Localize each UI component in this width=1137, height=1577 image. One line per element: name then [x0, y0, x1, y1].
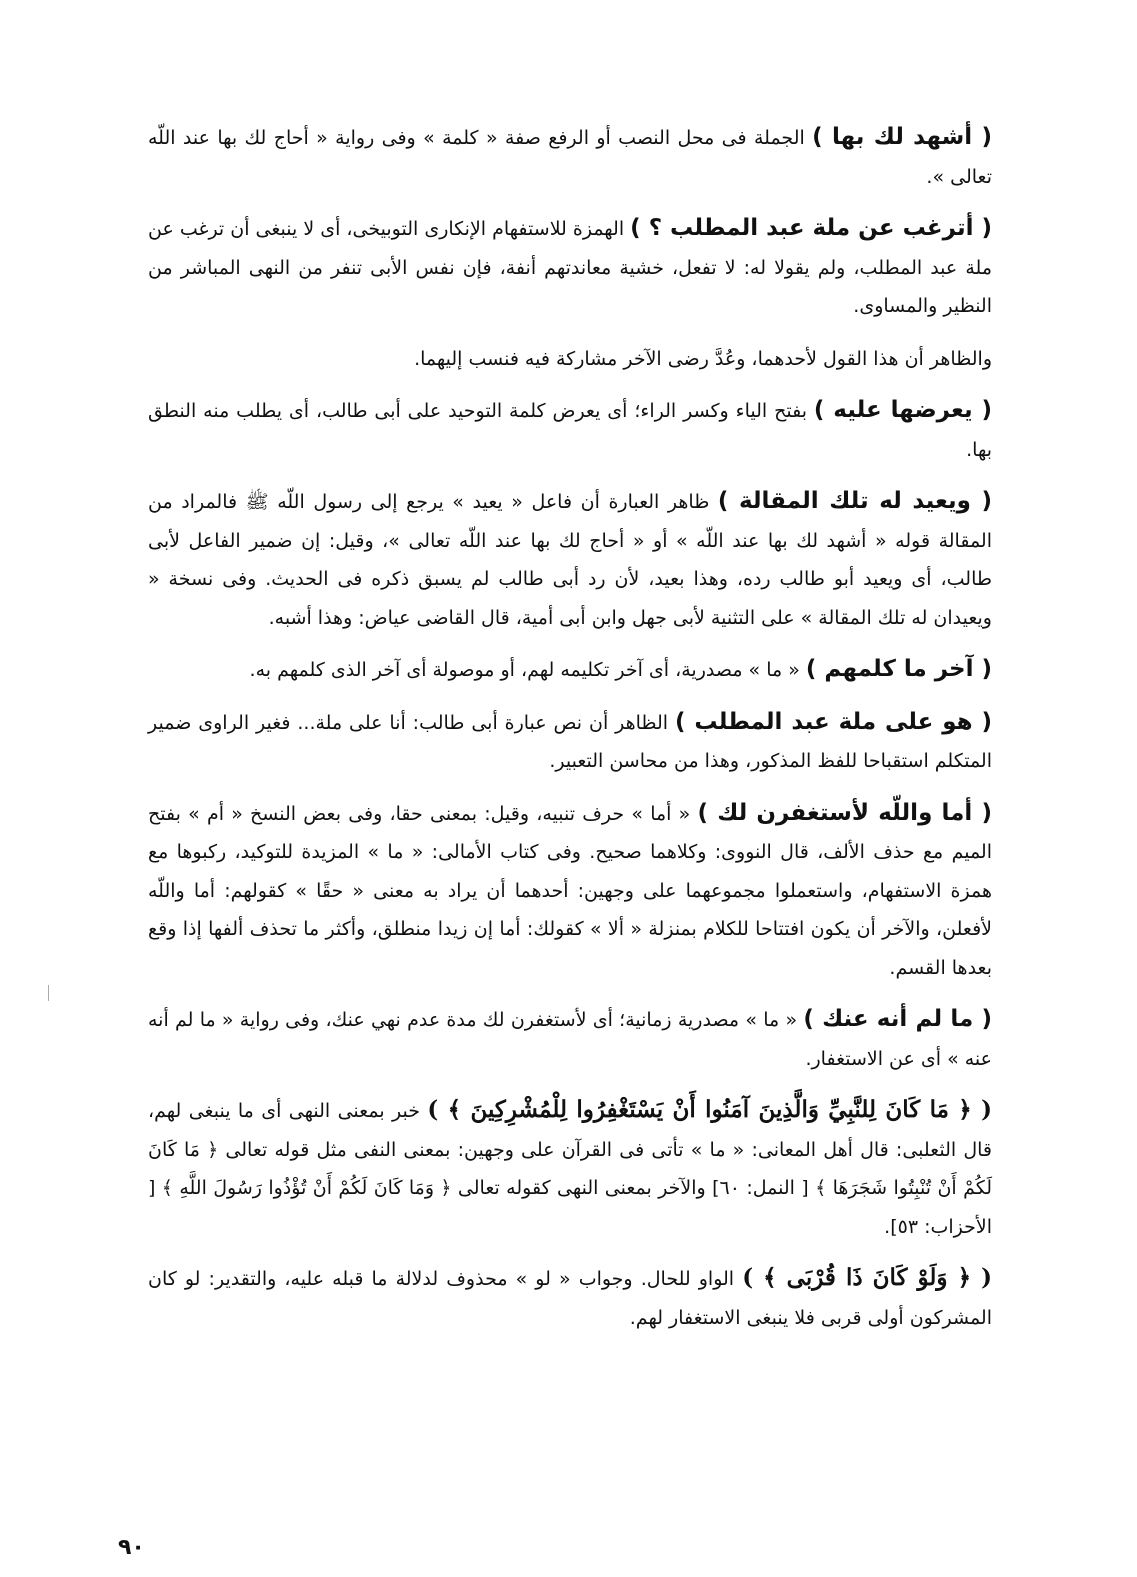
paragraph-text: والظاهر أن هذا القول لأحدهما، وعُدَّ رضى الآخر مشاركة فيه فنسب إليهما.	[414, 347, 992, 370]
lemma-heading: ( ويعيد له تلك المقالة )	[717, 488, 992, 514]
paragraph	[148, 118, 992, 196]
quran-verse-heading: ( ﴿ مَا كَانَ لِلنَّبِيِّ وَالَّذِينَ آمَنُوا أَنْ يَسْتَغْفِرُوا لِلْمُشْرِكِينَ ﴾ )	[427, 1096, 992, 1123]
paragraph	[148, 650, 992, 690]
paragraph	[148, 391, 992, 469]
paragraph	[148, 703, 992, 781]
lemma-heading: ( أما واللّه لأستغفرن لك )	[697, 799, 992, 826]
paragraph	[148, 1091, 992, 1246]
lemma-heading: ( ما لم أنه عنك )	[803, 1006, 993, 1032]
lemma-heading: ( أشهد لك بها )	[812, 124, 992, 150]
paragraph-text: « ما » مصدرية زمانية؛ أى لأستغفرن لك مدة عدم نهي عنك، وفى رواية « ما لم أنه عنه » أى عن الاستغفار.	[148, 1009, 992, 1070]
lemma-heading: ( يعرضها عليه )	[813, 397, 992, 423]
paragraph	[148, 1000, 992, 1078]
lemma-heading: ( أترغب عن ملة عبد المطلب ؟ )	[630, 215, 992, 241]
paragraph-text: الهمزة للاستفهام الإنكارى التوبيخى، أى لا ينبغى أن ترغب عن ملة عبد المطلب، ولم يقولا له: لا تفعل، خشية معاندتهم أنفة، فإن نفس الأبى تنفر من النهى المباشر من النظير والمساوى.	[148, 218, 992, 317]
commentary-text	[148, 118, 992, 1350]
paragraph	[148, 209, 992, 326]
paragraph-text: بفتح الياء وكسر الراء؛ أى يعرض كلمة التوحيد على أبى طالب، أى يطلب منه النطق بها.	[148, 400, 992, 461]
paragraph	[148, 1259, 992, 1337]
paragraph-text: الظاهر أن نص عبارة أبى طالب: أنا على ملة... فغير الراوى ضمير المتكلم استقباحا للفظ المذكور، وهذا من محاسن التعبير.	[148, 711, 992, 772]
paragraph-text: ظاهر العبارة أن فاعل « يعيد » يرجع إلى رسول اللّه ﷺ فالمراد من المقالة قوله « أشهد لك بها عند اللّه » أو « أحاج لك بها عند اللّه تعالى »، وقيل: إن ضمير الفاعل لأبى طالب، أى ويعيد أبو طالب رده، وهذا بعيد، لأن رد أبى طالب لم يسبق ذكره فى الحديث. وفى نسخة « ويعيدان له تلك المقالة » على التثنية لأبى جهل وابن أبى أمية، قال القاضى عياض: وهذا أشبه.	[148, 491, 992, 629]
paragraph-text: الجملة فى محل النصب أو الرفع صفة « كلمة » وفى رواية « أحاج لك بها عند اللّه تعالى ».	[148, 127, 992, 188]
paragraph-text: خبر بمعنى النهى أى ما ينبغى لهم، قال الثعلبى: قال أهل المعانى: « ما » تأتى فى القرآن على وجهين: بمعنى النفى مثل قوله تعالى ﴿ مَا كَانَ لَكُمْ أَنْ تُنْبِتُوا شَجَرَهَا ﴾ [ النمل: ٦٠] والآخر بمعنى النهى كقوله تعالى ﴿ وَمَا كَانَ لَكُمْ أَنْ تُؤْذُوا رَسُولَ اللَّهِ ﴾ [ الأحزاب: ٥٣].	[148, 1100, 992, 1238]
paragraph	[148, 482, 992, 637]
paragraph-text: « أما » حرف تنبيه، وقيل: بمعنى حقا، وفى بعض النسخ « أم » بفتح الميم مع حذف الألف، قال النووى: وكلاهما صحيح. وفى كتاب الأمالى: « ما » المزيدة للتوكيد، ركبوها مع همزة الاستفهام، واستعملوا مجموعهما على وجهين: أحدهما أن يراد به معنى « حقًا » كقولهم: أما واللّه لأفعلن، والآخر أن يكون افتتاحا للكلام بمنزلة « ألا » كقولك: أما إن زيدا منطلق، وأكثر ما تحذف ألفها إذا وقع بعدها القسم.	[148, 802, 992, 979]
lemma-heading: ( هو على ملة عبد المطلب )	[674, 708, 992, 735]
lemma-heading: ( آخر ما كلمهم )	[805, 656, 992, 682]
paragraph	[148, 794, 992, 988]
paragraph	[148, 339, 992, 379]
margin-mark	[48, 985, 49, 1001]
paragraph-text: « ما » مصدرية، أى آخر تكليمه لهم، أو موصولة أى آخر الذى كلمهم به.	[249, 659, 806, 681]
page-number: ٩٠	[118, 1535, 145, 1560]
quran-verse-heading: ( ﴿ وَلَوْ كَانَ ذَا قُرْبَى ﴾ )	[742, 1264, 993, 1291]
paragraph-text: الواو للحال. وجواب « لو » محذوف لدلالة ما قبله عليه، والتقدير: لو كان المشركون أولى قربى فلا ينبغى الاستغفار لهم.	[148, 1268, 992, 1329]
